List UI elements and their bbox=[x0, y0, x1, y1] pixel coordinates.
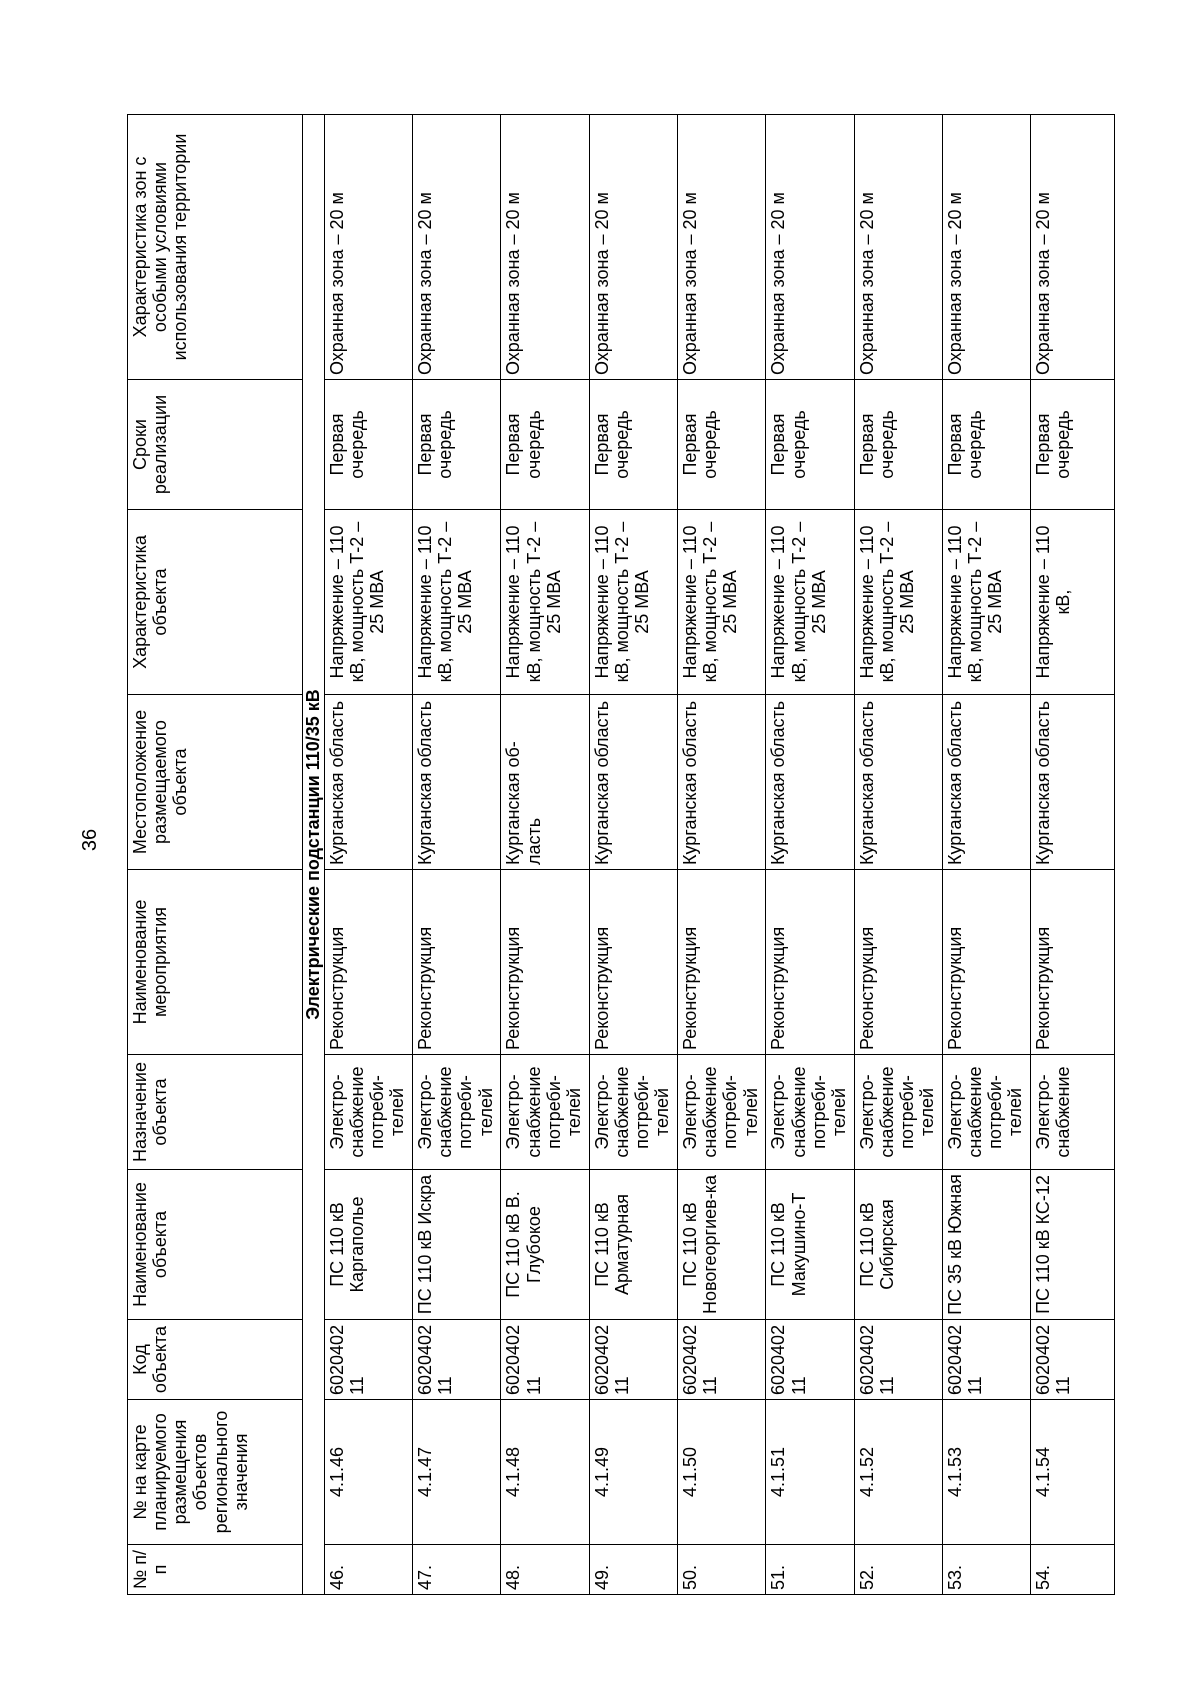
header-num: № п/п bbox=[128, 1545, 303, 1595]
cell-object-name: ПС 110 кВ КС-12 bbox=[1031, 1170, 1115, 1320]
table-row bbox=[854, 115, 942, 1595]
cell-object-purpose: Электро-снабжение потреби-телей bbox=[324, 1055, 412, 1170]
cell-term: Первая очередь bbox=[413, 380, 501, 510]
cell-object-purpose: Электро-снабжение потреби-телей bbox=[413, 1055, 501, 1170]
page-number: 36 bbox=[78, 828, 101, 852]
cell-num: 53. bbox=[943, 1545, 1031, 1595]
cell-object-purpose: Электро-снабжение bbox=[1031, 1055, 1115, 1170]
cell-map-number: 4.1.54 bbox=[1031, 1400, 1115, 1545]
header-zone: Характеристика зон с особыми условиями использования территории bbox=[128, 115, 303, 380]
cell-characteristic: Напряжение – 110 кВ, мощность Т-2 – 25 МВА bbox=[589, 510, 677, 695]
cell-object-purpose: Электро-снабжение потреби-телей bbox=[589, 1055, 677, 1170]
cell-object-code: 6020402 11 bbox=[1031, 1320, 1115, 1400]
cell-object-name: ПС 110 кВ Искра bbox=[413, 1170, 501, 1320]
cell-object-code: 6020402 11 bbox=[589, 1320, 677, 1400]
cell-zone: Охранная зона – 20 м bbox=[501, 115, 589, 380]
cell-object-name: ПС 110 кВ Арматурная bbox=[589, 1170, 677, 1320]
cell-term: Первая очередь bbox=[854, 380, 942, 510]
cell-action-name: Реконструкция bbox=[854, 870, 942, 1055]
cell-action-name: Реконструкция bbox=[589, 870, 677, 1055]
cell-map-number: 4.1.53 bbox=[943, 1400, 1031, 1545]
cell-num: 46. bbox=[324, 1545, 412, 1595]
table-row bbox=[943, 115, 1031, 1595]
table-row bbox=[678, 115, 766, 1595]
cell-map-number: 4.1.47 bbox=[413, 1400, 501, 1545]
cell-map-number: 4.1.52 bbox=[854, 1400, 942, 1545]
cell-num: 48. bbox=[501, 1545, 589, 1595]
cell-object-code: 6020402 11 bbox=[854, 1320, 942, 1400]
header-map-number: № на карте планируемого размещения объектов регионального значения bbox=[128, 1400, 303, 1545]
cell-num: 47. bbox=[413, 1545, 501, 1595]
cell-characteristic: Напряжение – 110 кВ, bbox=[1031, 510, 1115, 695]
cell-num: 54. bbox=[1031, 1545, 1115, 1595]
cell-location: Курганская область bbox=[766, 695, 854, 870]
table-header-row bbox=[128, 115, 303, 1595]
cell-characteristic: Напряжение – 110 кВ, мощность Т-2 – 25 МВА bbox=[854, 510, 942, 695]
cell-location: Курганская область bbox=[943, 695, 1031, 870]
cell-zone: Охранная зона – 20 м bbox=[766, 115, 854, 380]
cell-action-name: Реконструкция bbox=[501, 870, 589, 1055]
header-object-purpose: Назначение объекта bbox=[128, 1055, 303, 1170]
cell-zone: Охранная зона – 20 м bbox=[589, 115, 677, 380]
cell-object-name: ПС 110 кВ В. Глубокое bbox=[501, 1170, 589, 1320]
cell-object-purpose: Электро-снабжение потреби-телей bbox=[854, 1055, 942, 1170]
cell-object-name: ПС 35 кВ Южная bbox=[943, 1170, 1031, 1320]
header-characteristic: Характеристика объекта bbox=[128, 510, 303, 695]
cell-object-name: ПС 110 кВ Каргаполье bbox=[324, 1170, 412, 1320]
header-action-name: Наименование мероприятия bbox=[128, 870, 303, 1055]
section-row bbox=[303, 115, 325, 1595]
cell-object-code: 6020402 11 bbox=[678, 1320, 766, 1400]
cell-action-name: Реконструкция bbox=[413, 870, 501, 1055]
cell-zone: Охранная зона – 20 м bbox=[943, 115, 1031, 380]
cell-num: 52. bbox=[854, 1545, 942, 1595]
cell-map-number: 4.1.46 bbox=[324, 1400, 412, 1545]
cell-location: Курганская об-ласть bbox=[501, 695, 589, 870]
cell-term: Первая очередь bbox=[943, 380, 1031, 510]
cell-object-purpose: Электро-снабжение потреби-телей bbox=[501, 1055, 589, 1170]
cell-object-name: ПС 110 кВ Сибирская bbox=[854, 1170, 942, 1320]
cell-characteristic: Напряжение – 110 кВ, мощность Т-2 – 25 МВА bbox=[766, 510, 854, 695]
cell-action-name: Реконструкция bbox=[766, 870, 854, 1055]
cell-location: Курганская область bbox=[324, 695, 412, 870]
cell-object-code: 6020402 11 bbox=[766, 1320, 854, 1400]
cell-location: Курганская область bbox=[678, 695, 766, 870]
header-object-code: Код объекта bbox=[128, 1320, 303, 1400]
cell-zone: Охранная зона – 20 м bbox=[1031, 115, 1115, 380]
table-row bbox=[324, 115, 412, 1595]
cell-term: Первая очередь bbox=[324, 380, 412, 510]
regional-objects-table bbox=[127, 114, 1115, 1595]
cell-action-name: Реконструкция bbox=[678, 870, 766, 1055]
cell-object-code: 6020402 11 bbox=[943, 1320, 1031, 1400]
table-row bbox=[766, 115, 854, 1595]
cell-term: Первая очередь bbox=[1031, 380, 1115, 510]
cell-object-code: 6020402 11 bbox=[324, 1320, 412, 1400]
cell-object-name: ПС 110 кВ Новогеоргиев-ка bbox=[678, 1170, 766, 1320]
cell-location: Курганская область bbox=[589, 695, 677, 870]
cell-term: Первая очередь bbox=[589, 380, 677, 510]
cell-term: Первая очередь bbox=[678, 380, 766, 510]
cell-characteristic: Напряжение – 110 кВ, мощность Т-2 – 25 МВА bbox=[501, 510, 589, 695]
cell-action-name: Реконструкция bbox=[1031, 870, 1115, 1055]
cell-object-purpose: Электро-снабжение потреби-телей bbox=[943, 1055, 1031, 1170]
cell-map-number: 4.1.50 bbox=[678, 1400, 766, 1545]
cell-num: 49. bbox=[589, 1545, 677, 1595]
header-term: Сроки реализации bbox=[128, 380, 303, 510]
cell-object-code: 6020402 11 bbox=[501, 1320, 589, 1400]
cell-num: 51. bbox=[766, 1545, 854, 1595]
cell-map-number: 4.1.51 bbox=[766, 1400, 854, 1545]
cell-map-number: 4.1.49 bbox=[589, 1400, 677, 1545]
table-row bbox=[501, 115, 589, 1595]
cell-characteristic: Напряжение – 110 кВ, мощность Т-2 – 25 МВА bbox=[413, 510, 501, 695]
rotated-table-container bbox=[127, 115, 1115, 1595]
cell-object-purpose: Электро-снабжение потреби-телей bbox=[678, 1055, 766, 1170]
cell-location: Курганская область bbox=[854, 695, 942, 870]
cell-zone: Охранная зона – 20 м bbox=[678, 115, 766, 380]
cell-action-name: Реконструкция bbox=[324, 870, 412, 1055]
table-row bbox=[1031, 115, 1115, 1595]
cell-term: Первая очередь bbox=[766, 380, 854, 510]
header-location: Местоположение размещаемого объекта bbox=[128, 695, 303, 870]
header-object-name: Наименование объекта bbox=[128, 1170, 303, 1320]
cell-object-purpose: Электро-снабжение потреби-телей bbox=[766, 1055, 854, 1170]
cell-characteristic: Напряжение – 110 кВ, мощность Т-2 – 25 МВА bbox=[943, 510, 1031, 695]
section-title: Электрические подстанции 110/35 кВ bbox=[303, 115, 325, 1595]
table-row bbox=[589, 115, 677, 1595]
cell-characteristic: Напряжение – 110 кВ, мощность Т-2 – 25 МВА bbox=[678, 510, 766, 695]
cell-location: Курганская область bbox=[1031, 695, 1115, 870]
cell-term: Первая очередь bbox=[501, 380, 589, 510]
cell-action-name: Реконструкция bbox=[943, 870, 1031, 1055]
cell-location: Курганская область bbox=[413, 695, 501, 870]
cell-zone: Охранная зона – 20 м bbox=[324, 115, 412, 380]
cell-zone: Охранная зона – 20 м bbox=[413, 115, 501, 380]
cell-num: 50. bbox=[678, 1545, 766, 1595]
cell-object-name: ПС 110 кВ Макушино-Т bbox=[766, 1170, 854, 1320]
table-row bbox=[413, 115, 501, 1595]
cell-zone: Охранная зона – 20 м bbox=[854, 115, 942, 380]
cell-object-code: 6020402 11 bbox=[413, 1320, 501, 1400]
cell-map-number: 4.1.48 bbox=[501, 1400, 589, 1545]
cell-characteristic: Напряжение – 110 кВ, мощность Т-2 – 25 МВА bbox=[324, 510, 412, 695]
